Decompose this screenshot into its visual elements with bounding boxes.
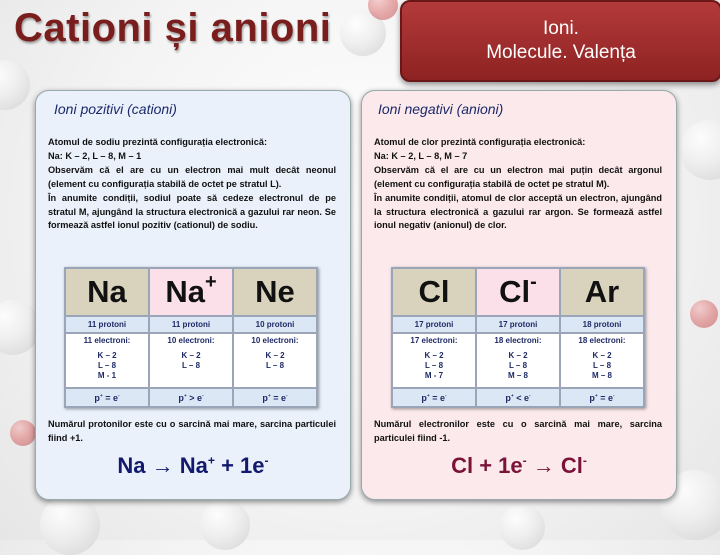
- molecule-decoration: [0, 300, 40, 355]
- description-line: Observăm că el are cu un electron mai puțin decât argonul (element cu configurația stabilă de octet pe stratul M).: [374, 164, 662, 189]
- header-line-1: Ioni.: [543, 18, 579, 39]
- protons-cell: 17 protoni: [392, 316, 476, 333]
- molecule-decoration: [40, 495, 100, 555]
- description-line: Atomul de clor prezintă configurația electronică:: [374, 137, 586, 147]
- description-line: Observăm că el are cu un electron mai mult decât neonul (element cu configurația stabilă de octet pe stratul L).: [48, 164, 336, 189]
- anions-description: [374, 136, 662, 233]
- electrons-row: [65, 333, 317, 388]
- description-line: În anumite condiții, atomul de clor acceptă un electron, ajungând la structura electronică a gazului rar argon. Se formează astfel ionul negativ (anionul) de clor.: [374, 192, 662, 231]
- comparison-cell: p+ = e-: [560, 388, 644, 407]
- molecule-decoration: [0, 60, 30, 110]
- comparison-cell: p+ > e-: [149, 388, 233, 407]
- header-line-2: Molecule. Valența: [486, 42, 636, 63]
- cations-panel-title: Ioni pozitivi (cationi): [54, 101, 177, 117]
- electrons-cell: 17 electroni: K – 2 L – 8 M - 7: [392, 333, 476, 388]
- protons-row: [65, 316, 317, 333]
- cations-comparison-table: [64, 267, 318, 408]
- description-line: Atomul de sodiu prezintă configurația electronică:: [48, 137, 267, 147]
- symbol-row: [65, 268, 317, 316]
- protons-cell: 11 protoni: [65, 316, 149, 333]
- symbol-cell: Ne: [233, 268, 317, 316]
- anions-conclusion: Numărul electronilor este cu o sarcină mai mare, sarcina particulei fiind -1.: [374, 419, 662, 443]
- protons-cell: 10 protoni: [233, 316, 317, 333]
- electrons-cell: 10 electroni: K – 2 L – 8: [233, 333, 317, 388]
- comparison-cell: p+ = e-: [392, 388, 476, 407]
- header-box: [400, 0, 720, 82]
- electrons-cell: 10 electroni: K – 2 L – 8: [149, 333, 233, 388]
- anion-equation: Cl + 1e- → Cl-: [451, 453, 587, 478]
- electrons-cell: 18 electroni: K – 2 L – 8 M – 8: [560, 333, 644, 388]
- protons-cell: 11 protoni: [149, 316, 233, 333]
- molecule-decoration: [10, 420, 36, 446]
- protons-cell: 18 protoni: [560, 316, 644, 333]
- molecule-decoration: [200, 500, 250, 550]
- comparison-row: [392, 388, 644, 407]
- cation-equation: Na → Na+ + 1e-: [117, 453, 269, 478]
- molecule-decoration: [680, 120, 720, 180]
- comparison-cell: p+ < e-: [476, 388, 560, 407]
- comparison-row: [65, 388, 317, 407]
- anions-comparison-table: [391, 267, 645, 408]
- protons-row: [392, 316, 644, 333]
- molecule-decoration: [690, 300, 718, 328]
- symbol-cell: Cl-: [476, 268, 560, 316]
- description-line: Na: K – 2, L – 8, M – 1: [48, 150, 142, 161]
- symbol-cell: Na: [65, 268, 149, 316]
- description-line: În anumite condiții, sodiul poate să cedeze electronul de pe stratul M, ajungând la structura electronică a gazului rar neon. Se formează astfel ionul pozitiv (cationul) de sodiu.: [48, 192, 336, 231]
- anions-panel-title: Ioni negativi (anioni): [378, 101, 504, 117]
- cations-panel: [35, 90, 351, 500]
- cations-description: [48, 136, 336, 233]
- comparison-cell: p+ = e-: [233, 388, 317, 407]
- cations-conclusion: Numărul protonilor este cu o sarcină mai mare, sarcina particulei fiind +1.: [48, 419, 336, 443]
- electrons-cell: 11 electroni: K – 2 L – 8 M - 1: [65, 333, 149, 388]
- molecule-decoration: [500, 505, 545, 550]
- anions-panel: [361, 90, 677, 500]
- comparison-cell: p+ = e-: [65, 388, 149, 407]
- symbol-row: [392, 268, 644, 316]
- page-title: Cationi și anioni: [14, 6, 332, 50]
- symbol-cell: Ar: [560, 268, 644, 316]
- description-line: Na: K – 2, L – 8, M – 7: [374, 150, 468, 161]
- symbol-cell: Na+: [149, 268, 233, 316]
- electrons-row: [392, 333, 644, 388]
- symbol-cell: Cl: [392, 268, 476, 316]
- protons-cell: 17 protoni: [476, 316, 560, 333]
- electrons-cell: 18 electroni: K – 2 L – 8 M – 8: [476, 333, 560, 388]
